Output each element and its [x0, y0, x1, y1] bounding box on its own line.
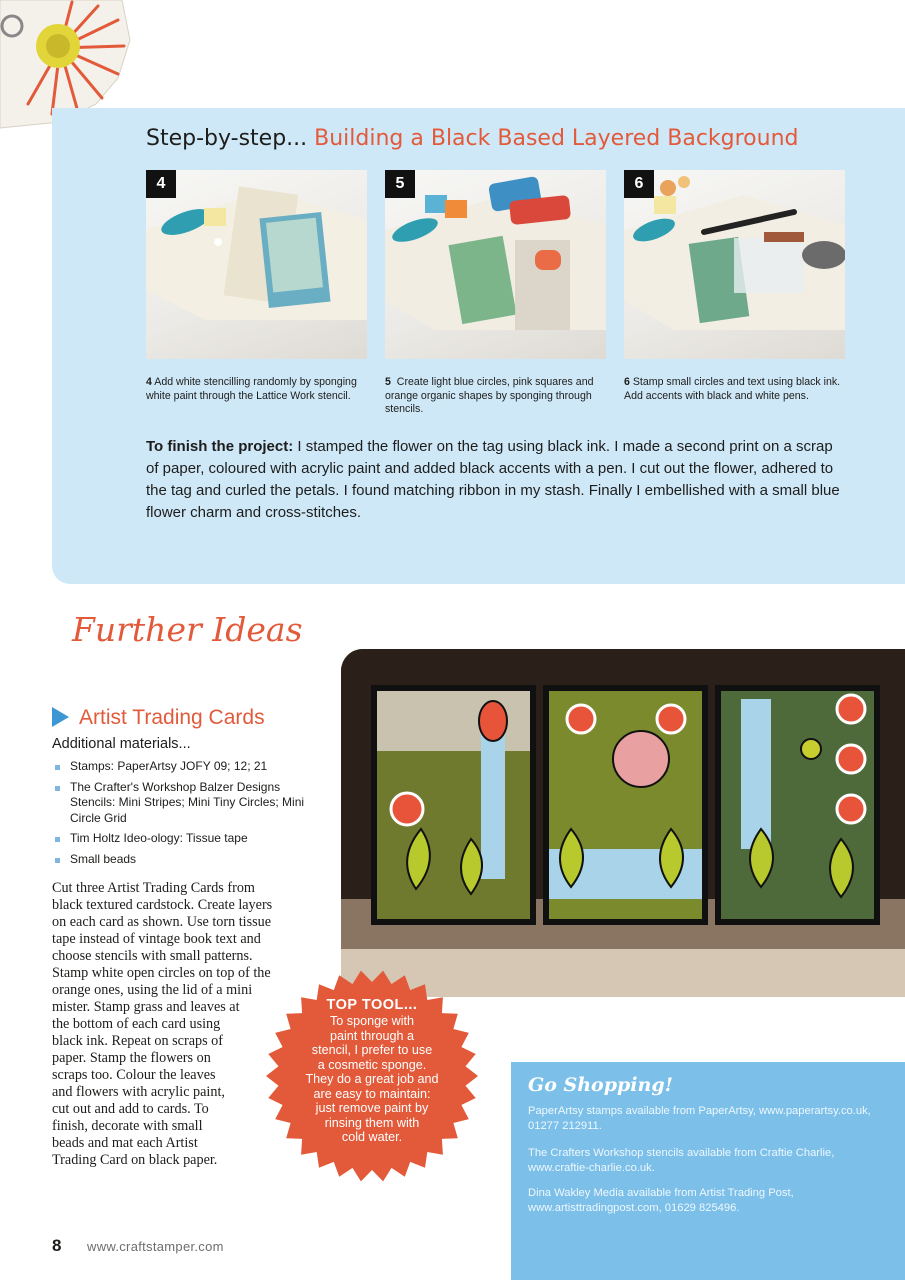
- step-6-photo: [624, 170, 845, 359]
- top-tool-body: To sponge with paint through a stencil, I prefer to use a cosmetic sponge. They do a great job and are easy to maintain: just remove paint by rinsing them with cold water.: [305, 1014, 439, 1144]
- finish-text: I stamped the flower on the tag using black ink. I made a second print on a scrap of paper, coloured with acrylic paint and added black accents with a pen. I cut out the flower, adhered to the tag and curled the petals. I found matching ribbon in my stash. Finally I embellished with a small blue flower charm and cross-stitches.: [146, 438, 840, 521]
- step-5-photo: [385, 170, 606, 359]
- artist-trading-cards-title: Artist Trading Cards: [52, 706, 265, 730]
- shopping-entry: Dina Wakley Media available from Artist Trading Post, www.artisttradingpost.com, 01629 825496.: [528, 1187, 794, 1214]
- steps-title: [146, 126, 799, 151]
- list-item: Tim Holtz Ideo-ology: Tissue tape: [52, 831, 312, 847]
- further-ideas-title: Further Ideas: [72, 610, 303, 649]
- finish-label: To finish the project:: [146, 438, 294, 455]
- finish-paragraph: [146, 436, 846, 524]
- shopping-entry: PaperArtsy stamps available from PaperArtsy, www.paperartsy.co.uk, 01277 212911.: [528, 1105, 871, 1132]
- step-6-number: 6: [624, 170, 654, 198]
- atc-instructions: Cut three Artist Trading Cards from black textured cardstock. Create layers on each card as shown. Use torn tissue tape instead of vintage book text and choose stencils with small patterns. Stamp white open circles on top of the orange ones, using the lid of a mini mister. Stamp grass and leaves at the bottom of each card using black ink. Repeat on scraps of paper. Stamp the flowers on scraps too. Colour the leaves and flowers with acrylic paint, cut out and add to cards. To finish, decorate with small beads and mat each Artist Trading Card on black paper.: [52, 880, 273, 1168]
- go-shopping-title: Go Shopping!: [528, 1074, 673, 1096]
- step-4-photo: [146, 170, 367, 359]
- step-5-caption: 5 Create light blue circles, pink squares and orange organic shapes by sponging through stencils.: [385, 376, 594, 415]
- materials-list: [52, 759, 312, 872]
- page-number: 8: [52, 1236, 62, 1255]
- arrow-right-icon: [52, 707, 69, 727]
- list-item: Stamps: PaperArtsy JOFY 09; 12; 21: [52, 759, 312, 775]
- shopping-entry: The Crafters Workshop stencils available from Craftie Charlie, www.craftie-charlie.co.uk.: [528, 1147, 835, 1174]
- step-5-number: 5: [385, 170, 415, 198]
- step-6-caption: 6 Stamp small circles and text using black ink. Add accents with black and white pens.: [624, 376, 841, 402]
- steps-title-lead: Step-by-step...: [146, 126, 308, 151]
- top-tool-text: [290, 997, 454, 1145]
- top-tool-heading: TOP TOOL...: [326, 997, 418, 1013]
- step-4-caption: 4 Add white stencilling randomly by sponging white paint through the Lattice Work stencil.: [146, 376, 357, 402]
- website-url: www.craftstamper.com: [87, 1239, 224, 1254]
- go-shopping-box: [511, 1062, 905, 1280]
- materials-heading: Additional materials...: [52, 736, 191, 752]
- artist-trading-cards-photo: [341, 649, 905, 997]
- step-4-number: 4: [146, 170, 176, 198]
- list-item: The Crafter's Workshop Balzer Designs Stencils: Mini Stripes; Mini Tiny Circles; Mini Circle Grid: [52, 780, 312, 827]
- steps-title-accent: Building a Black Based Layered Background: [314, 126, 799, 151]
- list-item: Small beads: [52, 852, 312, 868]
